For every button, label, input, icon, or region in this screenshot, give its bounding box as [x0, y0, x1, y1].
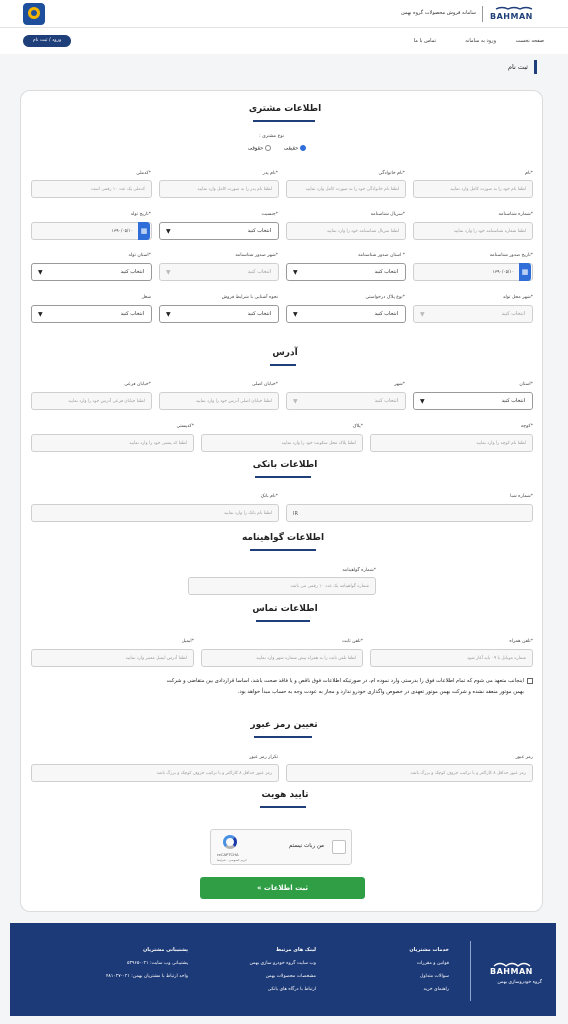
email-input[interactable]: لطفا آدرس ایمیل معتبر وارد نمایید — [31, 649, 194, 667]
job-select[interactable] — [31, 305, 152, 323]
chevron-down-icon: ▼ — [293, 311, 298, 318]
recaptcha-checkbox[interactable] — [332, 840, 346, 854]
submit-button[interactable] — [200, 877, 365, 899]
nav-login[interactable]: ورود به سامانه — [465, 38, 496, 44]
section-title-customer: اطلاعات مشتری — [248, 104, 322, 114]
nav-contact[interactable]: تماس با ما — [413, 38, 436, 44]
city-value: انتخاب کنید — [374, 398, 398, 404]
section-underline — [250, 549, 316, 551]
father-name-input[interactable]: لطفا نام پدر را به صورت کامل وارد نمایید — [159, 180, 279, 198]
bank-name-input[interactable]: لطفا نام بانک را وارد نمایید — [31, 504, 279, 522]
id-number-input[interactable]: لطفا شماره شناسنامه خود را وارد نمایید — [413, 222, 533, 240]
mobile-label: *تلفن همراه — [509, 639, 533, 644]
issue-date-label: *تاریخ صدور شناسنامه — [489, 253, 533, 258]
id-number-label: *شماره شناسنامه — [498, 212, 533, 217]
footer-col1-item[interactable]: سوالات متداول — [420, 974, 449, 979]
plate-type-value: انتخاب کنید — [374, 311, 398, 317]
main-nav — [0, 28, 568, 54]
city-select[interactable] — [286, 392, 406, 410]
header-divider — [482, 6, 483, 22]
plate-type-select[interactable] — [286, 305, 406, 323]
submit-label: ثبت اطلاعات » — [256, 884, 309, 892]
footer-col2-item[interactable]: ارتباط با درگاه های بانکی — [267, 987, 316, 992]
recaptcha-label: من ربات نیستم — [288, 843, 324, 849]
footer-col2-item[interactable]: مشخصات محصولات بهمن — [265, 974, 316, 979]
site-name: سامانه فروش محصولات گروه بهمن — [401, 10, 476, 16]
footer — [10, 923, 556, 1016]
chevron-down-icon: ▼ — [420, 398, 425, 405]
chevron-down-icon: ▼ — [38, 311, 43, 318]
section-underline — [260, 806, 306, 808]
alley-label: *کوچه — [520, 424, 533, 429]
chevron-down-icon: ▼ — [293, 269, 298, 276]
alley-input[interactable]: لطفا نام کوچه را وارد نمایید — [370, 434, 533, 452]
last-name-label: *نام خانوادگی — [378, 171, 405, 176]
acquaintance-value: انتخاب کنید — [247, 311, 271, 317]
recaptcha-brand: reCAPTCHA — [217, 852, 239, 857]
job-label: شغل — [141, 295, 151, 300]
acquaintance-label: نحوه آشنایی با شرایط فروش — [221, 295, 278, 300]
password-confirm-input[interactable]: رمز عبور حداقل ۸ کاراکتر و با ترکیب حروف کوچک و بزرگ باشد — [31, 764, 279, 782]
acquaintance-select[interactable] — [159, 305, 279, 323]
sheba-label: *شماره شبا — [510, 494, 533, 499]
calendar-icon[interactable]: ▦ — [519, 263, 531, 281]
father-name-label: *نام پدر — [262, 171, 278, 176]
section-underline — [256, 620, 310, 622]
birth-city-label: *شهر محل تولد — [502, 295, 533, 300]
birth-province-value: انتخاب کنید — [120, 269, 144, 275]
id-serial-input[interactable]: لطفا سریال شناسنامه خود را وارد نمایید — [286, 222, 406, 240]
id-serial-label: *سریال شناسنامه — [370, 212, 405, 217]
issue-date-input[interactable] — [413, 263, 533, 281]
chevron-down-icon: ▼ — [420, 311, 425, 318]
chevron-down-icon: ▼ — [166, 228, 171, 235]
phone-input[interactable]: لطفا تلفن ثابت را به همراه پیش شماره شهر وارد نمایید — [201, 649, 363, 667]
section-underline — [255, 476, 311, 478]
job-value: انتخاب کنید — [120, 311, 144, 317]
chevron-down-icon: ▼ — [38, 269, 43, 276]
password-confirm-label: تکرار رمز عبور — [249, 755, 278, 760]
first-name-input[interactable]: لطفا نام خود را به صورت کامل وارد نمایید — [413, 180, 533, 198]
recaptcha-logo-icon — [223, 835, 237, 849]
section-title-bank: اطلاعات بانکی — [252, 460, 318, 470]
section-title-verify: تایید هویت — [261, 790, 309, 800]
footer-col3-title: پشتیبانی مشتریان — [143, 947, 188, 953]
birth-province-select[interactable] — [31, 263, 152, 281]
issue-city-label: *شهر صدور شناسنامه — [235, 253, 278, 258]
province-select[interactable] — [413, 392, 533, 410]
birth-city-select[interactable] — [413, 305, 533, 323]
recaptcha-terms[interactable]: حریم خصوصی - شرایط — [217, 858, 248, 862]
radio-legal-label: حقوقی — [248, 145, 264, 152]
issue-province-label: * استان صدور شناسنامه — [358, 253, 405, 258]
radio-checked-icon — [300, 145, 306, 151]
agreement-checkbox[interactable] — [527, 678, 533, 684]
postal-code-label: *کدپستی — [176, 424, 194, 429]
top-header — [0, 0, 568, 28]
customer-type-radio-real[interactable] — [284, 145, 306, 153]
footer-col1-item[interactable]: قوانین و مقررات — [416, 961, 449, 966]
agreement-text-line1: اینجانب متعهد می شوم که تمام اطلاعات فوق را بدرستی وارد نموده ام، در صورتیکه اطلاعات فوق ناقص و یا فاقد صحت باشد، اساسا قراردادی بین متقاضی و شرکت — [166, 678, 524, 684]
email-label: *ایمیل — [181, 639, 194, 644]
birth-province-label: *استان تولد — [128, 253, 151, 258]
login-register-button[interactable] — [23, 35, 71, 47]
birth-date-value: ۱۳۹۰/۰۵/۱۰ — [111, 229, 133, 234]
footer-col1-title: خدمات مشتریان — [409, 947, 449, 953]
footer-col2-item[interactable]: وب سایت گروه خودرو سازی بهمن — [249, 961, 316, 966]
org-emblem-icon — [23, 3, 45, 25]
phone-label: *تلفن ثابت — [342, 639, 363, 644]
last-name-input[interactable]: لطفا نام خانوادگی خود را به صورت کامل وارد نمایید — [286, 180, 406, 198]
footer-col3-item: واحد ارتباط با مشتریان بهمن: ۰۲۱-۴۸۱۰۲۷ — [105, 974, 188, 979]
national-code-input[interactable]: کدملی یک عدد ۱۰ رقمی است — [31, 180, 152, 198]
footer-brand-sub: گروه خودروسازی بهمن — [497, 980, 542, 985]
login-register-label: ورود / ثبت نام — [32, 38, 62, 43]
registration-form-card — [20, 90, 543, 912]
chevron-down-icon: ▼ — [166, 269, 171, 276]
issue-city-value: انتخاب کنید — [247, 269, 271, 275]
license-number-input[interactable]: شماره گواهینامه یک عدد ۱۰ رقمی می باشد — [188, 577, 376, 595]
nav-home[interactable]: صفحه نخست — [515, 38, 544, 44]
customer-type-radio-legal[interactable] — [248, 145, 271, 153]
gender-label: *جنسیت — [261, 212, 278, 217]
section-title-address: آدرس — [272, 348, 298, 358]
section-underline — [253, 120, 315, 122]
footer-brand: BAHMAN — [490, 967, 533, 976]
plate-type-label: *نوع پلاک درخواستی — [365, 295, 405, 300]
section-underline — [270, 364, 296, 366]
brand-logo[interactable] — [488, 6, 544, 22]
footer-col1-item[interactable]: راهنمای خرید — [423, 987, 449, 992]
birth-city-value: انتخاب کنید — [501, 311, 525, 317]
plaque-label: *پلاک — [352, 424, 363, 429]
page-title: ثبت نام — [507, 63, 528, 71]
main-street-input[interactable]: لطفا خیابان اصلی آدرس خود را وارد نمایید — [159, 392, 279, 410]
issue-province-select[interactable] — [286, 263, 406, 281]
gender-value: انتخاب کنید — [247, 228, 271, 234]
gender-select[interactable] — [159, 222, 279, 240]
section-title-certificate: اطلاعات گواهینامه — [241, 533, 325, 543]
postal-code-input[interactable]: لطفا کد پستی خود را وارد نمایید — [31, 434, 194, 452]
page-title-bar — [534, 60, 537, 74]
password-label: رمز عبور — [515, 755, 533, 760]
recaptcha-widget — [210, 829, 352, 865]
bank-name-label: *نام بانک — [260, 494, 278, 499]
issue-province-value: انتخاب کنید — [374, 269, 398, 275]
calendar-icon[interactable]: ▦ — [138, 222, 150, 240]
radio-unchecked-icon — [265, 145, 271, 151]
sheba-input[interactable] — [286, 504, 533, 522]
license-number-label: *شماره گواهینامه — [342, 568, 376, 573]
city-label: *شهر — [394, 382, 405, 387]
province-label: *استان — [519, 382, 533, 387]
password-input[interactable]: رمز عبور حداقل ۸ کاراکتر و با ترکیب حروف کوچک و بزرگ باشد — [286, 764, 533, 782]
section-title-contact: اطلاعات تماس — [252, 604, 318, 614]
sub-street-label: *خیابان فرعی — [124, 382, 151, 387]
agreement-text-line2: بهمن موتور منعقد نشده و شرکت بهمن موتور تعهدی در خصوص واگذاری خودرو ندارد و مجاز به عودت وجه به حساب مبدأ خواهد بود. — [237, 689, 524, 695]
issue-city-select[interactable] — [159, 263, 279, 281]
footer-divider — [470, 941, 471, 1001]
sheba-prefix: IR — [293, 511, 298, 517]
brand-name: BAHMAN — [490, 12, 533, 21]
section-underline — [254, 736, 312, 738]
main-street-label: *خیابان اصلی — [252, 382, 278, 387]
issue-date-value: ۱۳۹۰/۰۵/۱۰ — [492, 270, 514, 275]
section-title-password: تعیین رمز عبور — [250, 720, 318, 730]
radio-real-label: حقیقی — [284, 145, 299, 152]
birth-date-input[interactable] — [31, 222, 152, 240]
first-name-label: *نام — [525, 171, 533, 176]
sub-street-input[interactable]: لطفا خیابان فرعی آدرس خود را وارد نمایید — [31, 392, 152, 410]
birth-date-label: *تاریخ تولد — [130, 212, 151, 217]
mobile-input[interactable]: شماره موبایل با ۰۹ باید آغاز شود — [370, 649, 533, 667]
plaque-input[interactable]: لطفا پلاک محل سکونت خود را وارد نمایید — [201, 434, 363, 452]
chevron-down-icon: ▼ — [166, 311, 171, 318]
footer-col2-title: لینک های مرتبط — [276, 947, 316, 953]
footer-col3-item: پشتیبانی وب سایت: ۰۲۱-۵۳۹۶۵ — [127, 961, 188, 966]
national-code-label: *کدملی — [136, 171, 151, 176]
chevron-down-icon: ▼ — [293, 398, 298, 405]
customer-type-label: نوع مشتری : — [259, 134, 284, 139]
province-value: انتخاب کنید — [501, 398, 525, 404]
